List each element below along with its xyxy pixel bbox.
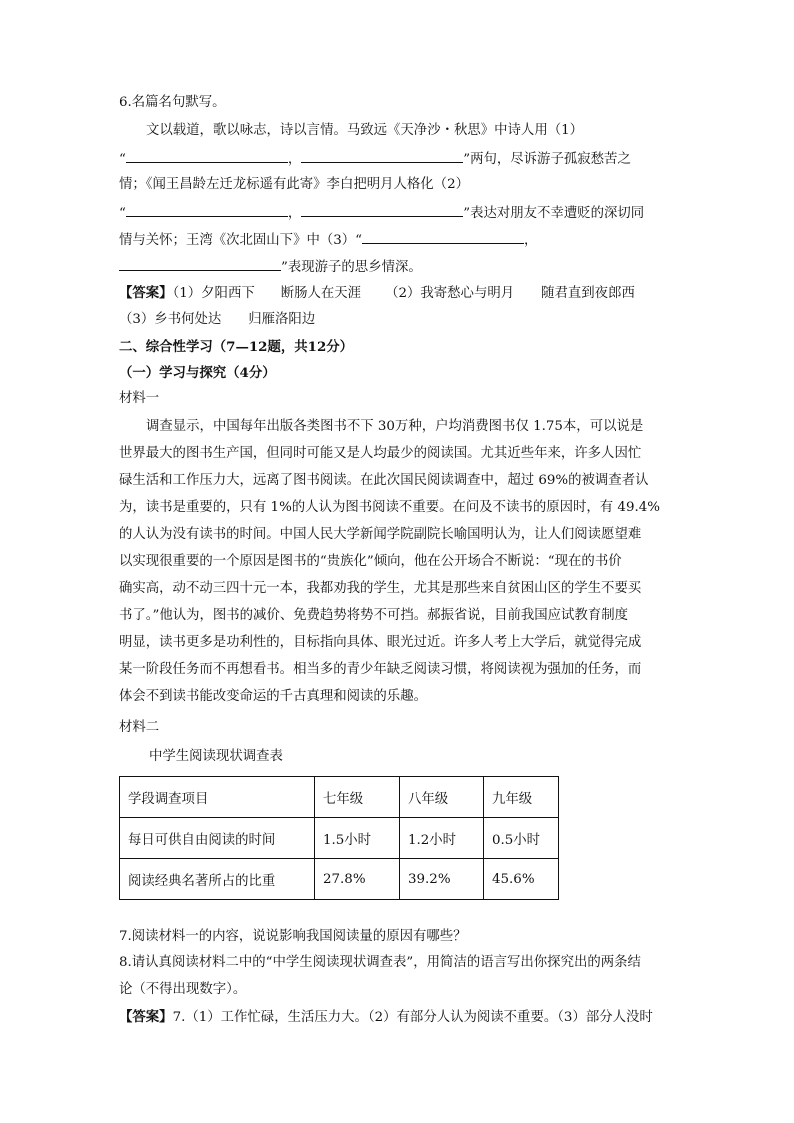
- q6-answer-line-1: [119, 284, 635, 303]
- material-1-line: 的人认为没有读书的时间。中国人民大学新闻学院副院长喻国明认为，让人们阅读愿望难: [119, 527, 642, 542]
- material-1-line: 体会不到读书能改变命运的千古真理和阅读的乐趣。: [119, 689, 427, 704]
- table-header-row: [120, 777, 559, 818]
- fill-blank-3a[interactable]: [362, 230, 524, 244]
- q6-title: 6.名篇名句默写。: [119, 95, 226, 110]
- q6-paragraph-line-4: [119, 203, 644, 223]
- comma: ，: [287, 152, 302, 167]
- q6-paragraph-line-2: [119, 149, 631, 169]
- comma: ，: [287, 206, 302, 221]
- table-cell: 0.5小时: [484, 818, 559, 859]
- q6-answer-line-2: [119, 311, 315, 329]
- q6-paragraph-line-6: [119, 257, 422, 277]
- table-cell: 每日可供自由阅读的时间: [120, 818, 315, 859]
- q6-paragraph-line-5: [119, 230, 537, 250]
- answer-7-line: [119, 1008, 653, 1027]
- table-cell: 阅读经典名著所占的比重: [120, 859, 315, 900]
- material-2-label: 材料二: [119, 720, 160, 735]
- table-cell: 45.6%: [484, 859, 559, 900]
- q6-line-4-tail: ”表达对朋友不幸遭贬的深切同: [463, 206, 645, 221]
- answer-label: 【答案】: [119, 285, 173, 301]
- material-1-line: 以实现很重要的一个原因是图书的“贵族化”倾向，他在公开场合不断说：“现在的书价: [119, 554, 622, 569]
- answer-7-text: 7.（1）工作忙碌，生活压力大。（2）有部分人认为阅读不重要。（3）部分人没时: [172, 1010, 653, 1025]
- fill-blank-2b[interactable]: [301, 203, 463, 217]
- table-cell: 1.2小时: [400, 818, 484, 859]
- subsection-heading: （一）学习与探究（4分）: [119, 365, 276, 381]
- table-row: [120, 859, 559, 900]
- material-1-line: 调查显示，中国每年出版各类图书不下 30万种，户均消费图书仅 1.75本，可以说是: [146, 419, 644, 434]
- section-heading: 二、综合性学习（7—12题，共12分）: [119, 339, 354, 355]
- table-title: 中学生阅读现状调查表: [149, 749, 283, 764]
- answer-1b: 断肠人在天涯: [280, 286, 362, 301]
- answer-2a: （2）我寄愁心与明月: [385, 286, 515, 301]
- material-1-line: 某一阶段任务而不再想看书。相当多的青少年缺乏阅读习惯，将阅读视为强加的任务，而: [119, 662, 642, 677]
- open-quote: “: [119, 152, 126, 167]
- table-header-cell: 九年级: [484, 777, 559, 818]
- open-quote: “: [119, 206, 126, 221]
- comma: ，: [524, 233, 538, 248]
- question-8-line-2: 论（不得出现数字）。: [119, 982, 247, 997]
- fill-blank-2a[interactable]: [126, 203, 288, 217]
- table-cell: 1.5小时: [315, 818, 400, 859]
- table-header-cell: 七年级: [315, 777, 400, 818]
- table-cell: 39.2%: [400, 859, 484, 900]
- material-1-line: 书了。”他认为，图书的减价、免费趋势将势不可挡。郝振省说，目前我国应试教育制度: [119, 608, 628, 623]
- q6-line-5-head: 情与关怀；王湾《次北固山下》中（3）“: [119, 233, 363, 248]
- table-header-cell: 学段调查项目: [120, 777, 315, 818]
- q6-paragraph-line-1: 文以载道，歌以咏志，诗以言情。马致远《天净沙・秋思》中诗人用（1）: [146, 123, 584, 138]
- material-1-line: 碌生活和工作压力大，远离了图书阅读。在此次国民阅读调查中，超过 69%的被调查者认: [119, 473, 649, 488]
- question-8-line-1: 8.请认真阅读材料二中的“中学生阅读现状调查表”，用简洁的语言写出你探究出的两条结: [119, 955, 641, 970]
- material-1-line: 为，读书是重要的，只有 1%的人认为图书阅读不重要。在问及不读书的原因时，有 49.4%: [119, 500, 660, 515]
- question-7: 7.阅读材料一的内容，说说影响我国阅读量的原因有哪些？: [119, 929, 467, 944]
- fill-blank-1a[interactable]: [126, 149, 288, 163]
- material-1-line: 明显，读书更多是功利性的，目标指向具体、眼光过近。许多人考上大学后，就觉得完成: [119, 635, 642, 650]
- material-1-label: 材料一: [119, 391, 160, 406]
- q6-line-2-tail: ”两句，尽诉游子孤寂愁苦之: [463, 152, 631, 167]
- q6-paragraph-line-3: 情；《闻王昌龄左迁龙标遥有此寄》李白把明月人格化（2）: [119, 177, 469, 192]
- table-cell: 27.8%: [315, 859, 400, 900]
- survey-table: [119, 776, 559, 900]
- answer-label: 【答案】: [119, 1009, 173, 1025]
- table-row: [120, 818, 559, 859]
- answer-1a: （1）夕阳西下: [172, 286, 255, 301]
- q6-line-6-tail: ”表现游子的思乡情深。: [281, 260, 422, 275]
- fill-blank-3b[interactable]: [119, 257, 281, 271]
- material-1-line: 世界最大的图书生产国，但同时可能又是人均最少的阅读国。尤其近些年来，许多人因忙: [119, 446, 642, 461]
- answer-2b: 随君直到夜郎西: [541, 286, 635, 301]
- answer-3b: 归雁洛阳边: [248, 312, 316, 327]
- material-1-line: 确实高，动不动三四十元一本，我都劝我的学生，尤其是那些来自贫困山区的学生不要买: [119, 581, 642, 596]
- answer-3a: （3）乡书何处达: [119, 312, 222, 327]
- fill-blank-1b[interactable]: [301, 149, 463, 163]
- table-header-cell: 八年级: [400, 777, 484, 818]
